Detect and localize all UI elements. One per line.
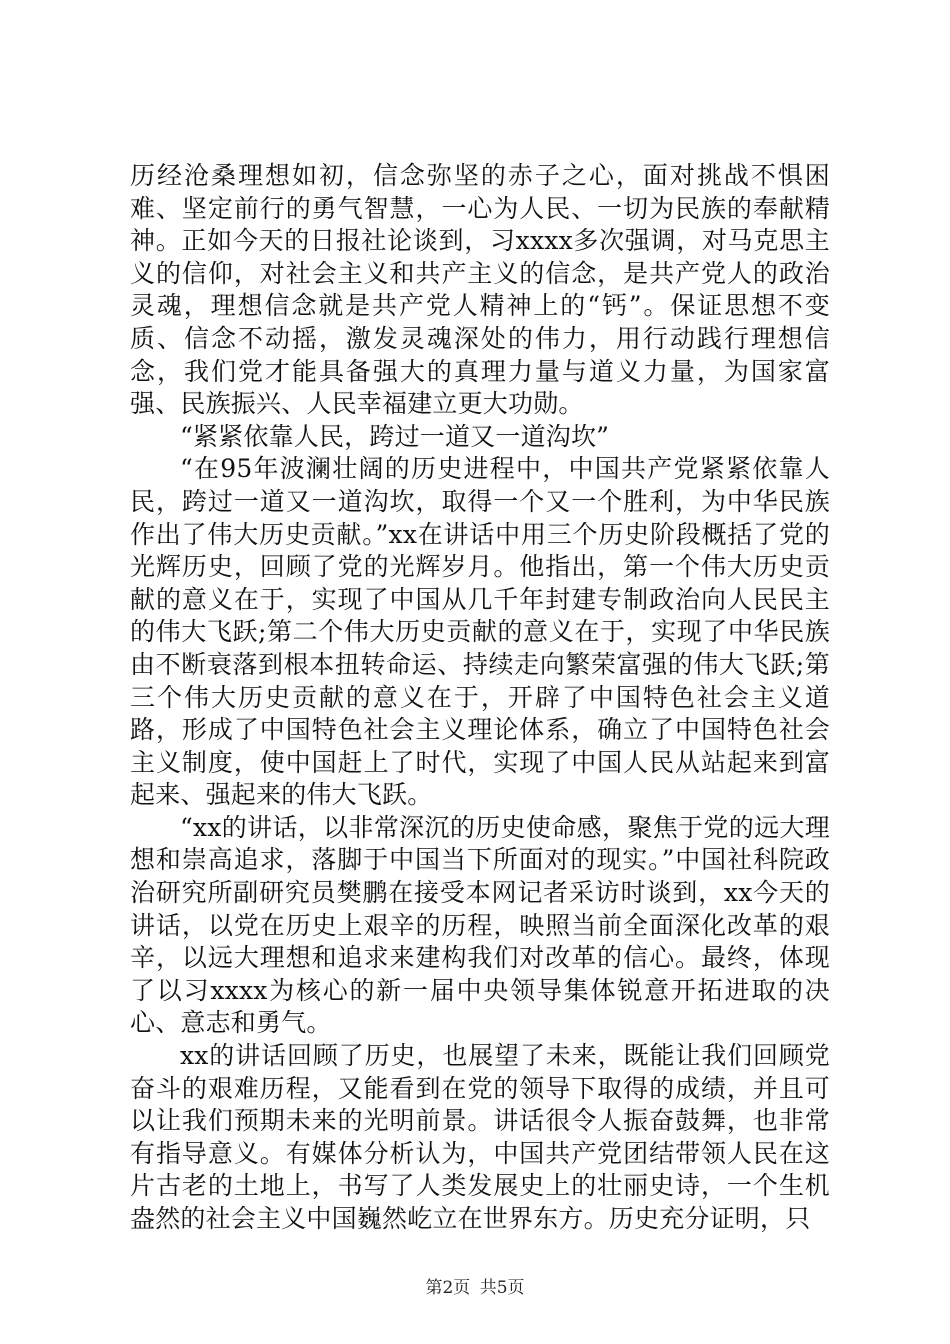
paragraph-3: “xx的讲话，以非常深沉的历史使命感，聚焦于党的远大理想和崇高追求，落脚于中国当下所面对的现实。”中国社科院政治研究所副研究员樊鹏在接受本网记者采访时谈到，xx今天的讲话，以党在历史上艰辛的历程，映照当前全面深化改革的艰辛，以远大理想和追求来建构我们对改革的信心。最终，体现了以习xxxx为核心的新一届中央领导集体锐意开拓进取的决心、意志和勇气。	[130, 812, 830, 1038]
page-footer	[0, 1273, 950, 1298]
paragraph-2: “在95年波澜壮阔的历史进程中，中国共产党紧紧依靠人民，跨过一道又一道沟坎，取得一个又一个胜利，为中华民族作出了伟大历史贡献。”xx在讲话中用三个历史阶段概括了党的光辉历史，回顾了党的光辉岁月。他指出，第一个伟大历史贡献的意义在于，实现了中国从几千年封建专制政治向人民民主的伟大飞跃;第二个伟大历史贡献的意义在于，实现了中华民族由不断衰落到根本扭转命运、持续走向繁荣富强的伟大飞跃;第三个伟大历史贡献的意义在于，开辟了中国特色社会主义道路，形成了中国特色社会主义理论体系，确立了中国特色社会主义制度，使中国赶上了时代，实现了中国人民从站起来到富起来、强起来的伟大飞跃。	[130, 454, 830, 810]
page-total: 共5页	[479, 1278, 525, 1298]
document-body	[130, 160, 830, 1236]
page-number: 第2页	[425, 1278, 471, 1298]
section-heading: “紧紧依靠人民，跨过一道又一道沟坎”	[180, 421, 610, 451]
paragraph-4: xx的讲话回顾了历史，也展望了未来，既能让我们回顾党奋斗的艰难历程，又能看到在党的领导下取得的成绩，并且可以让我们预期未来的光明前景。讲话很令人振奋鼓舞，也非常有指导意义。有媒体分析认为，中国共产党团结带领人民在这片古老的土地上，书写了人类发展史上的壮丽史诗，一个生机盎然的社会主义中国巍然屹立在世界东方。历史充分证明，只	[130, 1041, 830, 1233]
paragraph-1: 历经沧桑理想如初，信念弥坚的赤子之心，面对挑战不惧困难、坚定前行的勇气智慧，一心为人民、一切为民族的奉献精神。正如今天的日报社论谈到，习xxxx多次强调，对马克思主义的信仰，对社会主义和共产主义的信念，是共产党人的政治灵魂，理想信念就是共产党人精神上的“钙”。保证思想不变质、信念不动摇，激发灵魂深处的伟力，用行动践行理想信念，我们党才能具备强大的真理力量与道义力量，为国家富强、民族振兴、人民幸福建立更大功勋。	[130, 161, 830, 419]
